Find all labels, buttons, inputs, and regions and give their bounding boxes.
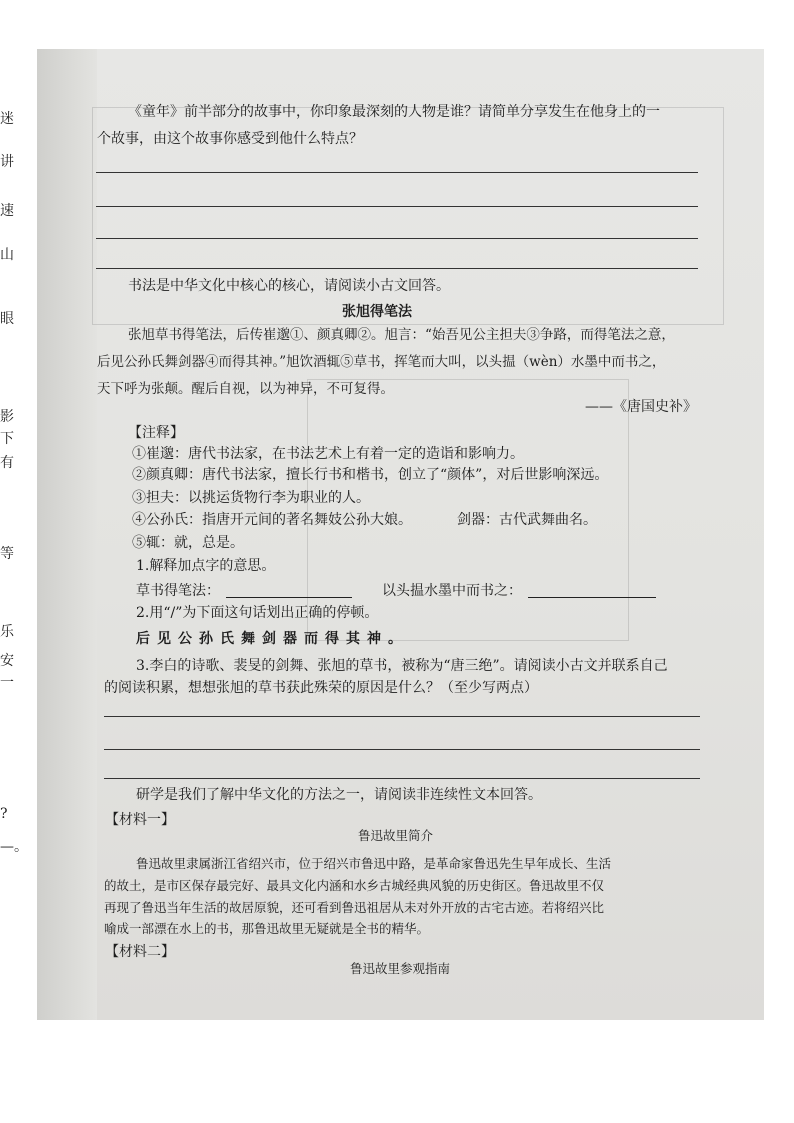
question-2-sentence[interactable]: 后见公孙氏舞剑器而得其神。	[136, 631, 409, 647]
page-edge-shadow	[37, 49, 97, 1020]
answer-line[interactable]	[96, 206, 698, 207]
material1-line3: 再现了鲁迅当年生活的故居原貌，还可看到鲁迅祖居从未对外开放的古宅古迹。若将绍兴比	[104, 900, 605, 915]
question-3-line2: 的阅读积累，想想张旭的草书获此殊荣的原因是什么？（至少写两点）	[104, 680, 538, 696]
note-4-jianqi: 剑器：古代武舞曲名。	[457, 512, 597, 528]
question-tongnian-line2: 个故事，由这个故事你感受到他什么特点？	[97, 131, 363, 147]
note-5: ⑤辄：就，总是。	[132, 535, 244, 551]
material2-title: 鲁迅故里参观指南	[350, 961, 451, 976]
answer-line[interactable]	[104, 716, 700, 717]
question-1b-label: 以头揾水墨中而书之：	[382, 583, 522, 599]
edge-char: 山	[0, 247, 14, 263]
calligraphy-intro: 书法是中华文化中核心的核心，请阅读小古文回答。	[128, 278, 450, 294]
edge-char: 乐	[0, 624, 14, 640]
note-4: ④公孙氏：指唐开元间的著名舞妓公孙大娘。	[132, 512, 412, 528]
question-2: 2.用“/”为下面这句话划出正确的停顿。	[136, 605, 379, 621]
answer-line[interactable]	[96, 238, 698, 239]
material1-line2: 的故土，是市区保存最完好、最具文化内涵和水乡古城经典风貌的历史街区。鲁迅故里不仅	[104, 878, 605, 893]
edge-char: 等	[0, 546, 14, 562]
edge-char: 下	[0, 431, 14, 447]
passage-line3: 天下呼为张颠。醒后自视，以为神异，不可复得。	[97, 381, 394, 397]
question-1a-blank[interactable]	[226, 597, 352, 598]
passage-title: 张旭得笔法	[342, 304, 412, 320]
edge-char: 速	[0, 203, 14, 219]
passage-line1: 张旭草书得笔法，后传崔邈①、颜真卿②。旭言：“始吾见公主担夫③争路，而得笔法之意，	[128, 327, 675, 343]
material1-label: 【材料一】	[105, 812, 175, 828]
edge-char: 影	[0, 409, 14, 425]
note-3: ③担夫：以挑运货物行李为职业的人。	[132, 490, 370, 506]
answer-line[interactable]	[104, 749, 700, 750]
note-2: ②颜真卿：唐代书法家，擅长行书和楷书，创立了“颜体”，对后世影响深远。	[132, 467, 609, 483]
answer-line[interactable]	[96, 172, 698, 173]
answer-line[interactable]	[104, 778, 700, 779]
edge-char: 眼	[0, 311, 14, 327]
answer-line[interactable]	[96, 268, 698, 269]
material1-line4: 喻成一部漂在水上的书，那鲁迅故里无疑就是全书的精华。	[104, 921, 430, 936]
edge-char: 一	[0, 675, 14, 691]
material1-line1: 鲁迅故里隶属浙江省绍兴市，位于绍兴市鲁迅中路，是革命家鲁迅先生早年成长、生活	[136, 856, 612, 871]
bleed-through-figure	[307, 379, 629, 641]
research-intro: 研学是我们了解中华文化的方法之一，请阅读非连续性文本回答。	[136, 787, 542, 803]
edge-char: 迷	[0, 111, 14, 127]
material1-title: 鲁迅故里简介	[358, 828, 434, 843]
notes-heading: 【注释】	[128, 425, 184, 441]
question-3-line1: 3.李白的诗歌、裴旻的剑舞、张旭的草书，被称为“唐三绝”。请阅读小古文并联系自己	[136, 658, 668, 674]
edge-char: 安	[0, 653, 14, 669]
note-1: ①崔邈：唐代书法家，在书法艺术上有着一定的造诣和影响力。	[132, 446, 524, 462]
edge-char: 讲	[0, 154, 14, 170]
question-1a-label: 草书得笔法：	[136, 583, 220, 599]
question-1b-blank[interactable]	[528, 597, 656, 598]
edge-char: 有	[0, 455, 14, 471]
material2-label: 【材料二】	[105, 944, 175, 960]
question-1: 1.解释加点字的意思。	[136, 558, 276, 574]
passage-source: ——《唐国史补》	[585, 399, 697, 415]
question-tongnian-line1: 《童年》前半部分的故事中，你印象最深刻的人物是谁？请简单分享发生在他身上的一	[128, 104, 660, 120]
edge-char: —。	[0, 839, 28, 855]
edge-char: ?	[0, 806, 8, 822]
passage-line2: 后见公孙氏舞剑器④而得其神。”旭饮酒辄⑤草书，挥笔而大叫，以头揾（wèn）水墨中而书之，	[97, 354, 666, 370]
